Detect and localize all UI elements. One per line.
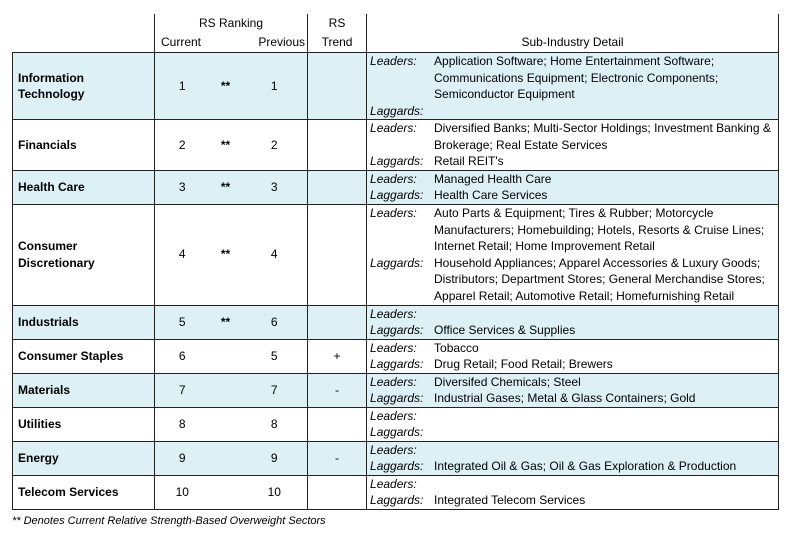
laggards-line: Apparel Retail; Automotive Retail; Homefurnishing Retail xyxy=(434,288,735,303)
leaders-label: Leaders: xyxy=(370,206,417,220)
current-rank: 4 xyxy=(155,204,210,305)
sub-industry-detail xyxy=(367,441,779,475)
leaders-text xyxy=(434,171,778,188)
sub-industry-detail-header: Sub-Industry Detail xyxy=(367,33,779,53)
rs-trend xyxy=(308,53,367,120)
laggards-line: Integrated Oil & Gas; Oil & Gas Exploration & Production xyxy=(434,459,737,473)
leaders-label: Leaders: xyxy=(370,408,417,423)
laggards-text xyxy=(434,255,778,305)
laggards-block xyxy=(367,255,778,305)
rs-trend xyxy=(308,170,367,204)
table-row xyxy=(13,475,779,509)
rs-trend: - xyxy=(308,441,367,475)
rs-ranking-header: RS Ranking xyxy=(155,14,308,33)
current-rank: 3 xyxy=(155,170,210,204)
previous-rank: 10 xyxy=(242,475,308,509)
previous-rank: 4 xyxy=(242,204,308,305)
rs-header: RS xyxy=(308,14,367,33)
leaders-text xyxy=(434,120,778,153)
laggards-line: Office Services & Supplies xyxy=(434,323,576,337)
laggards-label: Laggards: xyxy=(370,493,424,507)
leaders-label: Leaders: xyxy=(370,121,417,135)
leaders-line: Manufacturers; Homebuilding; Hotels, Resorts & Cruise Lines; xyxy=(434,222,765,237)
sector-name-line: Utilities xyxy=(18,416,62,431)
table-row xyxy=(13,204,779,305)
laggards-block xyxy=(367,424,778,441)
rs-trend xyxy=(308,475,367,509)
overweight-marker xyxy=(210,339,242,373)
leaders-label: Leaders: xyxy=(370,442,417,457)
leaders-block xyxy=(367,306,778,323)
current-header: Current xyxy=(155,33,242,53)
leaders-block xyxy=(367,205,778,255)
sector-name-line: Consumer xyxy=(18,239,78,253)
laggards-block xyxy=(367,187,778,204)
table-row xyxy=(13,339,779,373)
sector-name xyxy=(13,204,155,305)
leaders-text xyxy=(434,53,778,103)
leaders-label: Leaders: xyxy=(370,54,417,68)
laggards-label: Laggards: xyxy=(370,425,424,439)
laggards-text xyxy=(434,390,778,407)
table-row xyxy=(13,373,779,407)
current-rank: 9 xyxy=(155,441,210,475)
laggards-line: Integrated Telecom Services xyxy=(434,493,586,507)
sub-industry-detail xyxy=(367,305,779,339)
overweight-marker: ** xyxy=(210,53,242,120)
sector-name-line: Health Care xyxy=(18,179,85,194)
sub-industry-detail xyxy=(367,120,779,171)
leaders-text xyxy=(434,408,778,425)
previous-rank: 3 xyxy=(242,170,308,204)
previous-rank: 8 xyxy=(242,407,308,441)
laggards-line: Industrial Gases; Metal & Glass Containers; Gold xyxy=(434,391,696,405)
overweight-marker xyxy=(210,441,242,475)
sector-name-line: Industrials xyxy=(18,314,79,329)
leaders-line xyxy=(434,408,774,425)
laggards-line: Household Appliances; Apparel Accessories & Luxury Goods; xyxy=(434,255,761,270)
laggards-label: Laggards: xyxy=(370,103,424,118)
rs-trend: + xyxy=(308,339,367,373)
sub-industry-detail xyxy=(367,53,779,120)
overweight-marker: ** xyxy=(210,170,242,204)
leaders-text xyxy=(434,442,778,459)
laggards-line xyxy=(434,424,774,441)
table-row xyxy=(13,441,779,475)
laggards-block xyxy=(367,356,778,373)
table-row xyxy=(13,120,779,171)
previous-header: Previous xyxy=(242,33,308,53)
laggards-block xyxy=(367,390,778,407)
previous-rank: 6 xyxy=(242,305,308,339)
sector-name xyxy=(13,373,155,407)
leaders-line xyxy=(434,442,774,459)
leaders-block xyxy=(367,442,778,459)
table-row xyxy=(13,305,779,339)
laggards-text xyxy=(434,322,778,339)
laggards-label: Laggards: xyxy=(370,357,424,371)
leaders-line: Brokerage; Real Estate Services xyxy=(434,137,608,152)
leaders-block xyxy=(367,374,778,391)
laggards-line: Retail REIT's xyxy=(434,154,504,168)
sector-name-line: Technology xyxy=(18,87,85,101)
leaders-line: Application Software; Home Entertainment Software; xyxy=(434,54,715,68)
sub-industry-detail xyxy=(367,475,779,509)
leaders-line: Diversifed Chemicals; Steel xyxy=(434,374,581,389)
leaders-label: Leaders: xyxy=(370,340,417,355)
sector-name xyxy=(13,170,155,204)
leaders-text xyxy=(434,374,778,391)
sub-industry-detail xyxy=(367,373,779,407)
laggards-label: Laggards: xyxy=(370,154,424,168)
laggards-block xyxy=(367,153,778,170)
leaders-label: Leaders: xyxy=(370,171,417,186)
previous-rank: 5 xyxy=(242,339,308,373)
rs-trend xyxy=(308,407,367,441)
leaders-label: Leaders: xyxy=(370,306,417,321)
laggards-label: Laggards: xyxy=(370,188,424,202)
laggards-line xyxy=(434,103,774,120)
laggards-block xyxy=(367,322,778,339)
leaders-line: Diversified Banks; Multi-Sector Holdings; Investment Banking & xyxy=(434,121,771,135)
table-body xyxy=(13,53,779,510)
laggards-block xyxy=(367,492,778,509)
leaders-line xyxy=(434,306,774,323)
previous-rank: 2 xyxy=(242,120,308,171)
leaders-line: Semiconductor Equipment xyxy=(434,87,575,101)
sector-name xyxy=(13,120,155,171)
laggards-line: Drug Retail; Food Retail; Brewers xyxy=(434,357,613,371)
leaders-label: Leaders: xyxy=(370,476,417,491)
previous-rank: 9 xyxy=(242,441,308,475)
current-rank: 1 xyxy=(155,53,210,120)
laggards-text xyxy=(434,187,778,204)
sector-name xyxy=(13,305,155,339)
current-rank: 8 xyxy=(155,407,210,441)
sub-industry-detail xyxy=(367,407,779,441)
leaders-text xyxy=(434,306,778,323)
laggards-text xyxy=(434,424,778,441)
leaders-line: Auto Parts & Equipment; Tires & Rubber; Motorcycle xyxy=(434,206,714,220)
laggards-text xyxy=(434,153,778,170)
laggards-block xyxy=(367,103,778,120)
overweight-marker xyxy=(210,407,242,441)
rs-trend xyxy=(308,120,367,171)
laggards-block xyxy=(367,458,778,475)
leaders-label: Leaders: xyxy=(370,374,417,389)
laggards-text xyxy=(434,458,778,475)
current-rank: 7 xyxy=(155,373,210,407)
sector-name-line: Telecom Services xyxy=(18,484,119,499)
sector-name xyxy=(13,53,155,120)
previous-rank: 1 xyxy=(242,53,308,120)
leaders-text xyxy=(434,340,778,357)
leaders-text xyxy=(434,205,778,255)
overweight-marker: ** xyxy=(210,120,242,171)
sector-name-line: Energy xyxy=(18,450,59,465)
rs-trend xyxy=(308,204,367,305)
laggards-label: Laggards: xyxy=(370,391,424,405)
current-rank: 6 xyxy=(155,339,210,373)
laggards-line: Distributors; Department Stores; General Merchandise Stores; xyxy=(434,272,765,286)
sector-name xyxy=(13,441,155,475)
current-rank: 10 xyxy=(155,475,210,509)
leaders-block xyxy=(367,53,778,103)
trend-header: Trend xyxy=(308,33,367,53)
sub-industry-detail xyxy=(367,170,779,204)
table-row xyxy=(13,407,779,441)
footnote: ** Denotes Current Relative Strength-Based Overweight Sectors xyxy=(12,515,326,527)
laggards-text xyxy=(434,492,778,509)
laggards-label: Laggards: xyxy=(370,255,424,270)
rs-trend xyxy=(308,305,367,339)
sector-name-line: Financials xyxy=(18,137,77,152)
table-row xyxy=(13,53,779,120)
sector-name xyxy=(13,407,155,441)
current-rank: 2 xyxy=(155,120,210,171)
sector-name xyxy=(13,475,155,509)
overweight-marker xyxy=(210,373,242,407)
previous-rank: 7 xyxy=(242,373,308,407)
current-rank: 5 xyxy=(155,305,210,339)
leaders-block xyxy=(367,171,778,188)
laggards-text xyxy=(434,103,778,120)
sector-name-line: Information xyxy=(18,70,84,85)
laggards-line: Health Care Services xyxy=(434,188,548,202)
laggards-label: Laggards: xyxy=(370,323,424,337)
sector-name-line: Materials xyxy=(18,382,71,397)
laggards-text xyxy=(434,356,778,373)
leaders-line: Managed Health Care xyxy=(434,171,552,186)
leaders-line xyxy=(434,476,774,493)
leaders-line: Tobacco xyxy=(434,340,479,355)
overweight-marker xyxy=(210,475,242,509)
leaders-block xyxy=(367,476,778,493)
leaders-line: Communications Equipment; Electronic Components; xyxy=(434,70,719,85)
leaders-line: Internet Retail; Home Improvement Retail xyxy=(434,239,655,253)
overweight-marker: ** xyxy=(210,305,242,339)
laggards-label: Laggards: xyxy=(370,459,424,473)
sub-industry-detail xyxy=(367,204,779,305)
sector-name-line: Discretionary xyxy=(18,255,95,270)
leaders-block xyxy=(367,120,778,153)
sub-industry-detail xyxy=(367,339,779,373)
leaders-block xyxy=(367,408,778,425)
rs-ranking-table xyxy=(12,14,779,510)
leaders-text xyxy=(434,476,778,493)
overweight-marker: ** xyxy=(210,204,242,305)
table-row xyxy=(13,170,779,204)
rs-trend: - xyxy=(308,373,367,407)
sector-name-line: Consumer Staples xyxy=(18,348,124,363)
sector-name xyxy=(13,339,155,373)
leaders-block xyxy=(367,340,778,357)
